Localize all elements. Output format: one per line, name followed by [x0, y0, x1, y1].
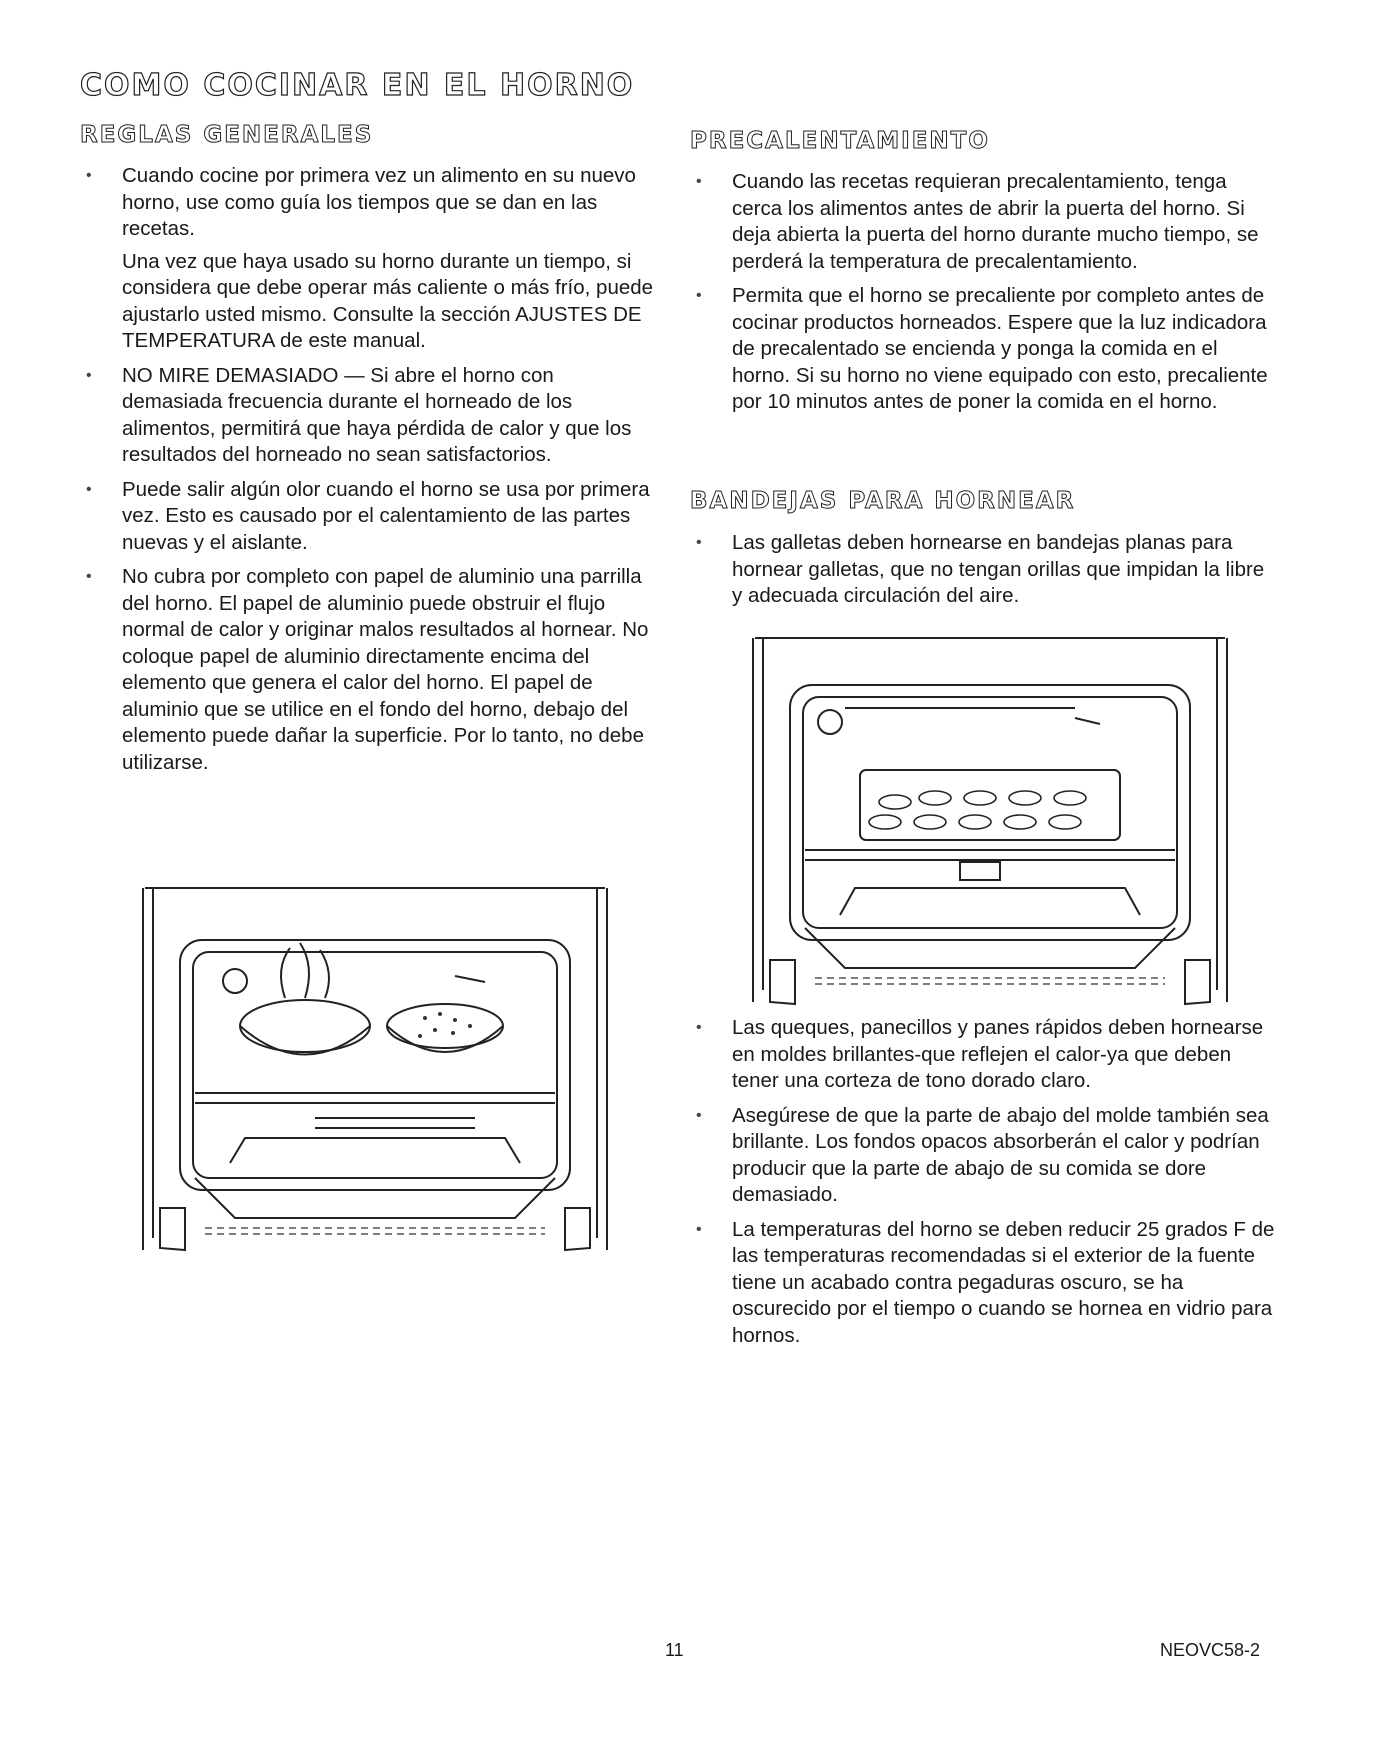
list-item: • Asegúrese de que la parte de abajo del molde también sea brillante. Los fondos opacos absorberán el calor y podrían producir que la parte de abajo de su comida se dore demasiado. [690, 1103, 1280, 1209]
list-item: • Cuando las recetas requieran precalentamiento, tenga cerca los alimentos antes de abrir la puerta del horno. Si deja abierta la puerta del horno durante mucho tiempo, se perderá la temperatura de precalentamiento. [690, 169, 1280, 275]
page-number: 11 [665, 1640, 684, 1660]
list-item: • No cubra por completo con papel de aluminio una parrilla del horno. El papel de aluminio puede obstruir el flujo normal de calor y originar malos resultados al hornear. No coloque papel de aluminio directamente encima del elemento que genera el calor del horno. El papel de aluminio que se utilice en el fondo del horno, debajo del elemento puede dañar la superficie. Por lo tanto, no debe utilizarse. [80, 564, 655, 776]
heading-precalentamiento: PRECALENTAMIENTO [690, 128, 990, 154]
oven-pies-illustration [135, 878, 615, 1258]
list-item: • La temperaturas del horno se deben reducir 25 grados F de las temperaturas recomendadas si el exterior de la fuente tiene un acabado contra pegaduras oscuro, se ha oscurecido por el tiempo o cuando se hornea en vidrio para hornos. [690, 1217, 1280, 1350]
list-item-continuation: Una vez que haya usado su horno durante un tiempo, si considera que debe operar más caliente o más frío, puede ajustarlo usted mismo. Consulte la sección AJUSTES DE TEMPERATURA de este manual. [122, 249, 654, 352]
right-column-top [690, 169, 1280, 424]
list-item: • Puede salir algún olor cuando el horno se usa por primera vez. Esto es causado por el calentamiento de las partes nuevas y el aislante. [80, 477, 655, 557]
list-item: • NO MIRE DEMASIADO — Si abre el horno con demasiada frecuencia durante el horneado de los alimentos, permitirá que haya pérdida de calor y que los resultados del horneado no sean satisfactorios. [80, 363, 655, 469]
list-item: • Las queques, panecillos y panes rápidos deben hornearse en moldes brillantes-que reflejen el calor-ya que deben tener una corteza de tono dorado claro. [690, 1015, 1280, 1095]
list-item: • Cuando cocine por primera vez un alimento en su nuevo horno, use como guía los tiempos que se dan en las recetas. [80, 163, 655, 243]
page-title: COMO COCINAR EN EL HORNO [80, 68, 635, 103]
model-number: NEOVC58-2 [1160, 1640, 1261, 1660]
heading-bandejas: BANDEJAS PARA HORNEAR [690, 488, 1076, 514]
right-column-trays [690, 530, 1280, 618]
left-column [80, 163, 655, 784]
oven-cookies-illustration [745, 630, 1235, 1010]
heading-reglas-generales: REGLAS GENERALES [80, 122, 374, 148]
list-item: • Las galletas deben hornearse en bandejas planas para hornear galletas, que no tengan orillas que impidan la libre y adecuada circulación del aire. [690, 530, 1280, 610]
list-item: • Permita que el horno se precaliente por completo antes de cocinar productos horneados. Espere que la luz indicadora de precalentado se encienda y ponga la comida en el horno. Si su horno no viene equipado con esto, precaliente por 10 minutos antes de poner la comida en el horno. [690, 283, 1280, 416]
right-column-bottom [690, 1015, 1280, 1357]
